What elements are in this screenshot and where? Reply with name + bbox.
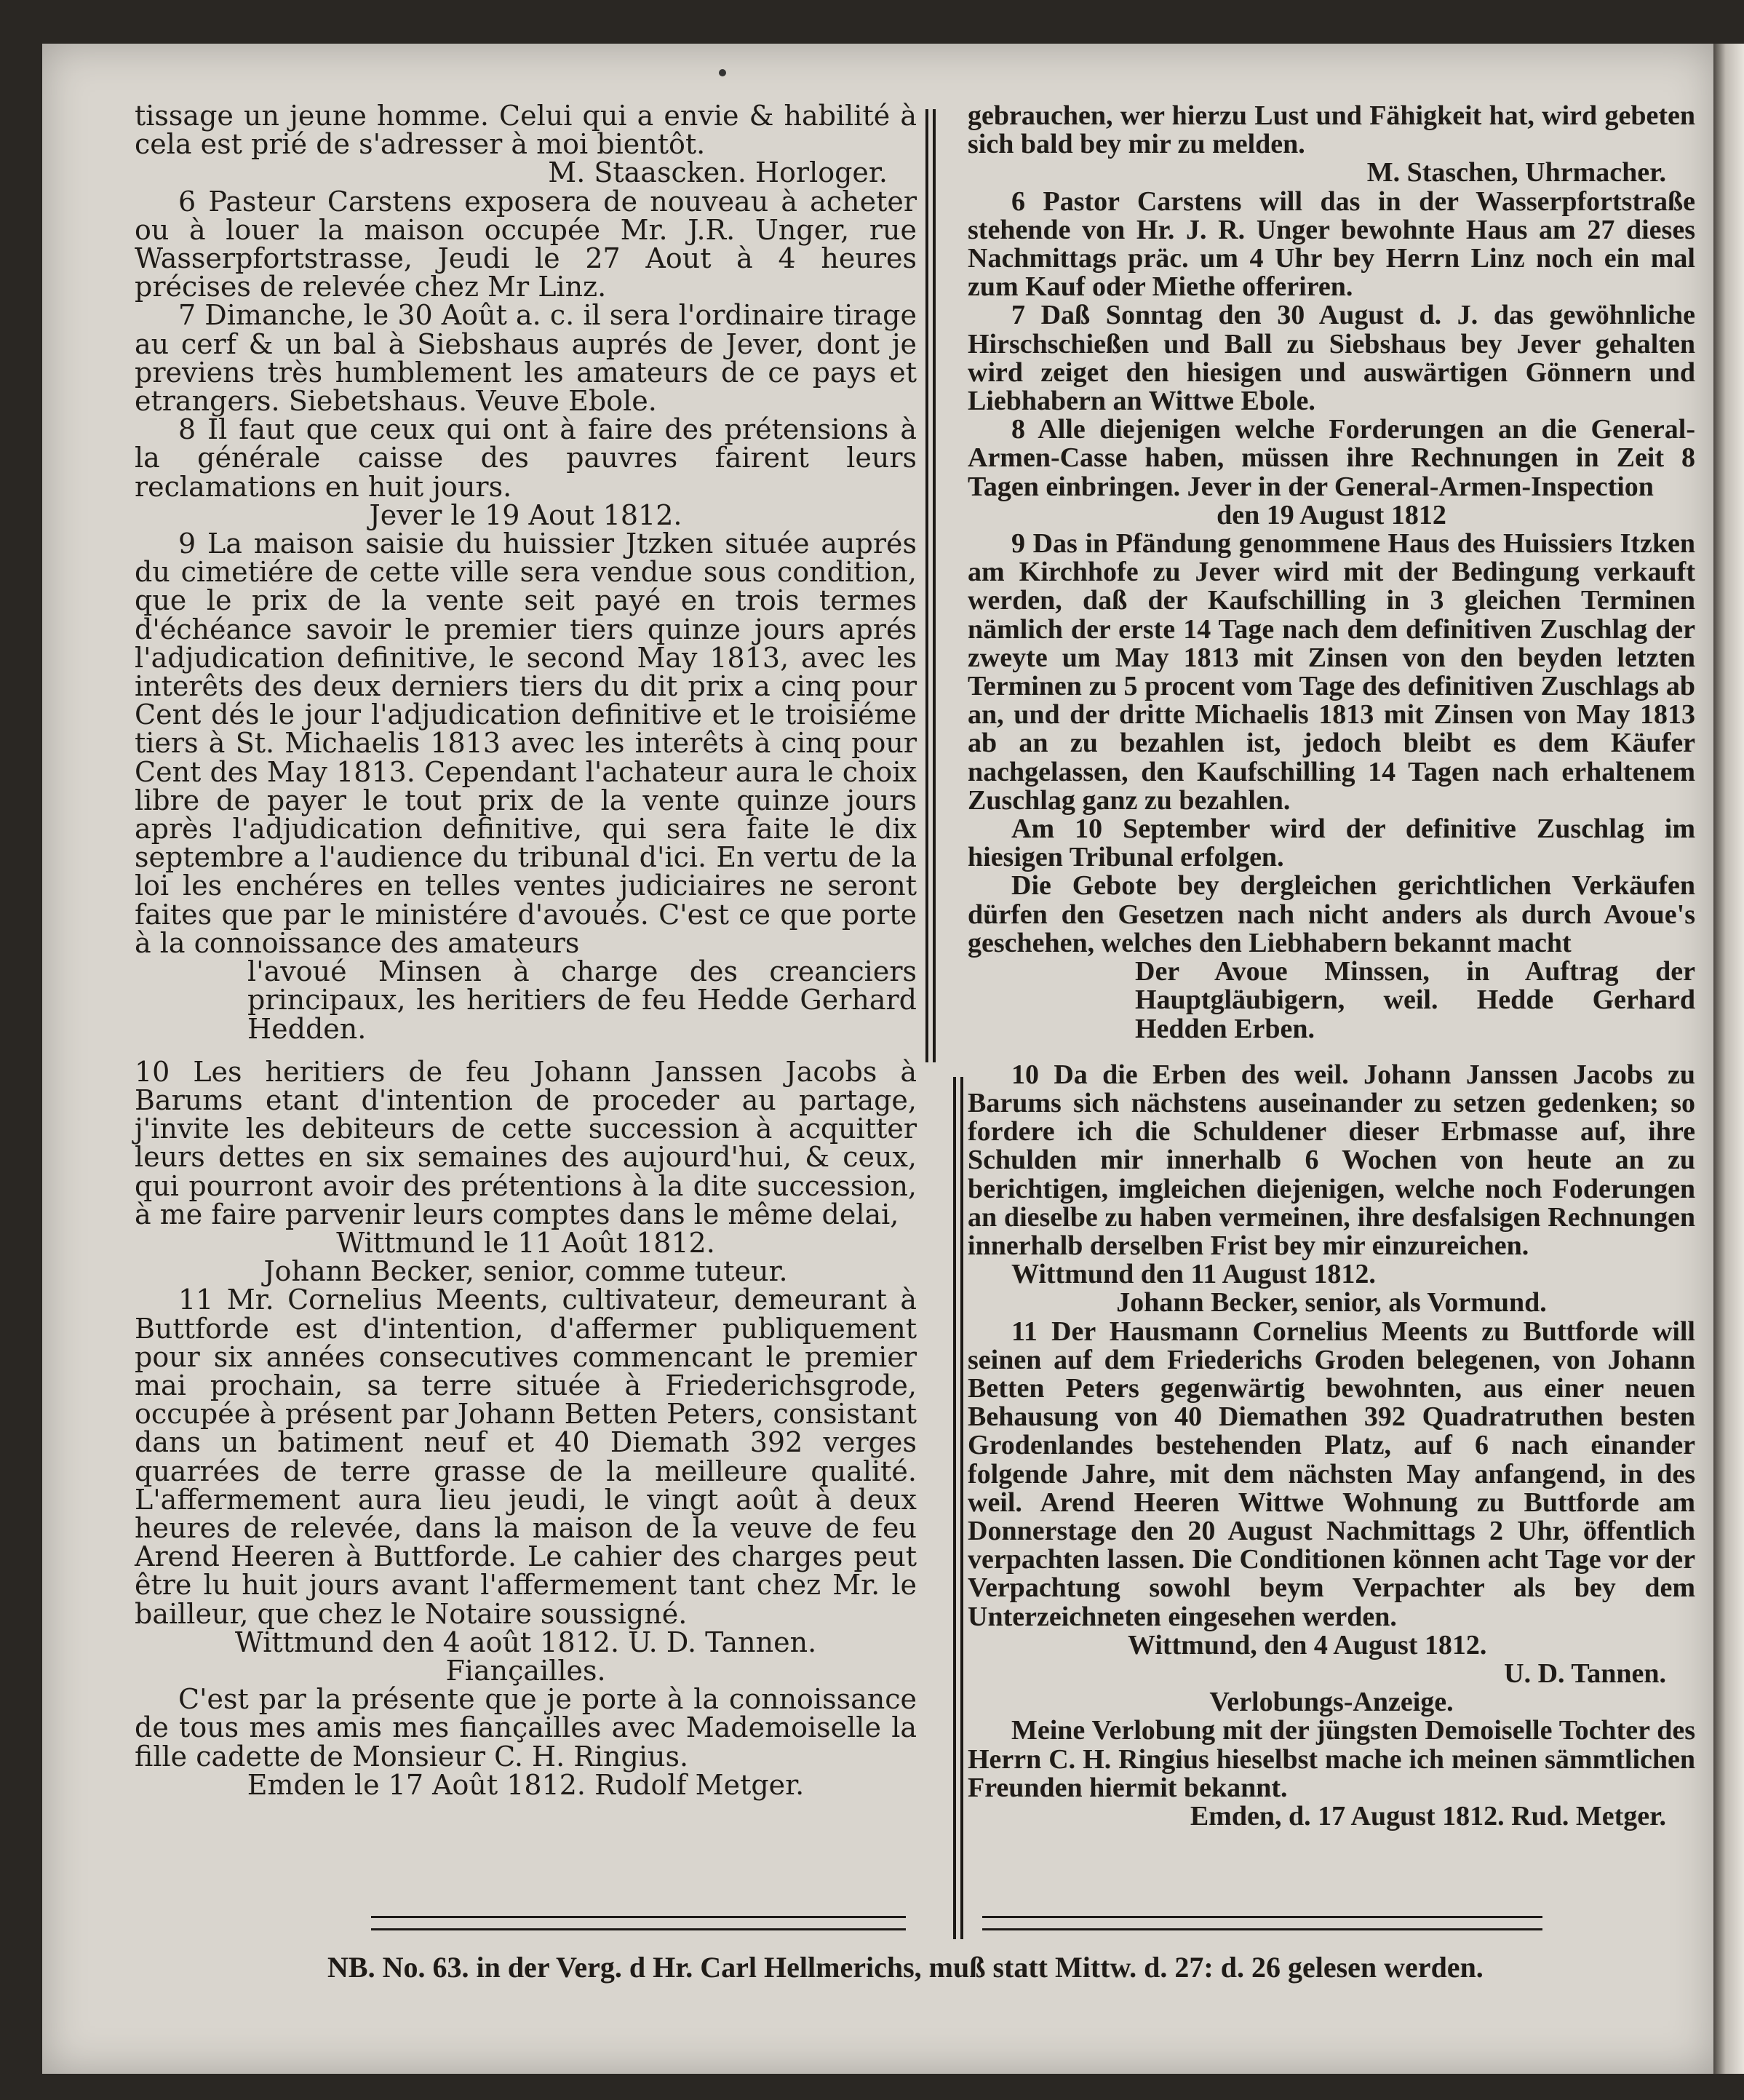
fr-notice-11: 11 Mr. Cornelius Meents, cultivateur, demeurant à Buttforde est d'intention, d'affermer publiquement pour six années consecutives commencant le premier mai prochain, sa terre située à Friederichsgrode, occupée à présent par Johann Betten Peters, consistant dans un batiment neuf et 40 Diemath 392 verges quarrées de terre grasse de la meilleure qualité. L'affermement aura lieu jeudi, le vingt août à deux heures de relevée, dans la maison de la veuve de feu Arend Heeren à Buttforde. Le cahier des charges peut être lu huit jours avant l'affermement tant chez Mr. le bailleur, que chez le Notaire soussigné. xyxy=(135,1284,917,1630)
fr-notice-12: C'est par la présente que je porte à la connoissance de tous mes amis mes fiançailles avec Mademoiselle la fille cadette de Monsieur C. H. Ringius. xyxy=(135,1683,917,1773)
page-edge xyxy=(1713,44,1744,2074)
fr-notice-12-title: Fiançailles. xyxy=(445,1654,606,1687)
de-notice-10-signature: Johann Becker, senior, als Vormund. xyxy=(1116,1287,1547,1319)
de-notice-8: 8 Alle diejenigen welche Forderungen an die General-Armen-Casse haben, müssen ihre Rechnungen in Zeit 8 Tagen einbringen. Jever in der General-Armen-Inspection xyxy=(968,414,1695,502)
fr-notice-watchmaker: tissage un jeune homme. Celui qui a envie & habilité à cela est prié de s'adresser à moi bientôt. xyxy=(135,100,917,161)
fr-notice-12-signature: Emden le 17 Août 1812. Rudolf Metger. xyxy=(247,1768,805,1801)
de-notice-watchmaker-signature: M. Staschen, Uhrmacher. xyxy=(1366,157,1666,188)
de-notice-10-date: Wittmund den 11 August 1812. xyxy=(1011,1259,1376,1290)
de-notice-8-date: den 19 August 1812 xyxy=(1217,499,1446,530)
de-notice-6: 6 Pastor Carstens will das in der Wasserpfortstraße stehende von Hr. J. R. Unger bewohnte Haus am 27 dieses Nachmittags präc. um 4 Uhr bey Herrn Linz noch ein mal zum Kauf oder Miethe offeriren. xyxy=(968,186,1695,303)
fr-notice-watchmaker-signature: M. Staascken. Horloger. xyxy=(548,156,888,189)
de-notice-9-signature: Der Avoue Minssen, in Auftrag der Hauptgläubigern, weil. Hedde Gerhard Hedden Erben. xyxy=(1135,956,1695,1044)
german-column xyxy=(968,102,1695,1831)
de-notice-12-title: Verlobungs-Anzeige. xyxy=(1209,1687,1454,1718)
footer-rule-left xyxy=(371,1916,906,1930)
de-notice-9: 9 Das in Pfändung genommene Haus des Huissiers Itzken am Kirchhofe zu Jever wird mit der Bedingung verkauft werden, daß der Kaufschilling in 3 gleichen Terminen nämlich der erste 14 Tage nach dem definitiven Zuschlag der zweyte um May 1813 mit Zinsen von den beyden letzten Terminen zu 5 procent vom Tage des definitiven Zuschlags ab an, und der dritte Michaelis 1813 mit Zinsen von May 1813 ab an zu bezahlen ist, jedoch bleibt es dem Käufer nachgelassen, den Kaufschilling 14 Tagen nach erhaltenem Zuschlag ganz zu bezahlen. xyxy=(968,528,1695,816)
column-divider-bottom-left xyxy=(953,1077,956,1939)
de-notice-11-date: Wittmund, den 4 August 1812. xyxy=(1128,1629,1487,1660)
column-divider-top-left xyxy=(925,109,928,1062)
fr-notice-7: 7 Dimanche, le 30 Août a. c. il sera l'ordinaire tirage au cerf & un bal à Siebshaus auprés de Jever, dont je previens très humblement les amateurs de ce pays et etrangers. Siebetshaus. Veuve Ebole. xyxy=(135,299,917,418)
footer-rule-right xyxy=(982,1916,1542,1930)
de-notice-9-bids: Die Gebote bey dergleichen gerichtlichen Verkäufen dürfen den Gesetzen nach nicht anders als durch Avoue's geschehen, welches den Liebhabern bekannt macht xyxy=(968,870,1695,958)
french-column xyxy=(135,102,917,1799)
column-divider-bottom-right xyxy=(960,1077,963,1939)
fr-notice-9-signature: l'avoué Minsen à charge des creanciers principaux, les heritiers de feu Hedde Gerhard Hedden. xyxy=(247,955,917,1045)
de-notice-12: Meine Verlobung mit der jüngsten Demoiselle Tochter des Herrn C. H. Ringius hieselbst mache ich meinen sämmtlichen Freunden hiermit bekannt. xyxy=(968,1715,1695,1803)
fr-notice-11-signature: Wittmund den 4 août 1812. U. D. Tannen. xyxy=(234,1626,817,1658)
ink-dot xyxy=(719,69,726,76)
fr-notice-9: 9 La maison saisie du huissier Jtzken située auprés du cimetiére de cette ville sera vendue sous condition, que le prix de la vente seit payé en trois termes d'échéance savoir le premier tiers quinze jours aprés l'adjudication definitive, le second May 1813, avec les interêts des deux derniers tiers du dit prix a cinq pour Cent dés le jour l'adjudication definitive et le troisiéme tiers à St. Michaelis 1813 avec les interêts à cinq pour Cent des May 1813. Cependant l'achateur aura le choix libre de payer le tout prix de la vente quinze jours après l'adjudication definitive, qui sera faite le dix septembre a l'audience du tribunal d'ici. En vertu de la loi les enchéres en telles ventes judiciaires ne seront faites que par le ministére d'avoués. C'est ce que porte à la connoissance des amateurs xyxy=(135,528,917,959)
de-notice-10: 10 Da die Erben des weil. Johann Janssen Jacobs zu Barums sich nächstens auseinander zu setzen gedenken; so fordere ich die Schuldener dieser Erbmasse auf, ihre Schulden mir innerhalb 6 Wochen von heute an zu berichtigen, imgleichen diejenigen, welche noch Foderungen an dieselbe zu haben vermeinen, ihre desfalsigen Rechnungen innerhalb derselben Frist bey mir einzureichen. xyxy=(968,1059,1695,1261)
de-notice-7: 7 Daß Sonntag den 30 August d. J. das gewöhnliche Hirschschießen und Ball zu Siebshaus bey Jever gehalten wird zeiget den hiesigen und auswärtigen Gönnern und Liebhabern an Wittwe Ebole. xyxy=(968,300,1695,417)
column-divider-top-right xyxy=(933,109,936,1062)
fr-notice-6: 6 Pasteur Carstens exposera de nouveau à acheter ou à louer la maison occupée Mr. J.R. Unger, rue Wasserpfortstrasse, Jeudi le 27 Aout à 4 heures précises de relevée chez Mr Linz. xyxy=(135,185,917,303)
fr-notice-10-signature: Johann Becker, senior, comme tuteur. xyxy=(263,1255,788,1288)
fr-notice-10: 10 Les heritiers de feu Johann Janssen Jacobs à Barums etant d'intention de proceder au partage, j'invite les debiteurs de cette succession à acquitter leurs dettes en six semaines des aujourd'hui, & ceux, qui pourront avoir des prétentions à la dite succession, à me faire parvenir leurs comptes dans le même delai, xyxy=(135,1055,917,1230)
de-notice-9-hearing: Am 10 September wird der definitive Zuschlag im hiesigen Tribunal erfolgen. xyxy=(968,814,1695,873)
fr-notice-8: 8 Il faut que ceux qui ont à faire des prétensions à la générale caisse des pauvres fairent leurs reclamations en huit jours. xyxy=(135,413,917,503)
fr-notice-10-date: Wittmund le 11 Août 1812. xyxy=(336,1226,715,1259)
de-notice-11-signature: U. D. Tannen. xyxy=(1504,1658,1666,1689)
fr-notice-8-date: Jever le 19 Aout 1812. xyxy=(369,498,682,531)
de-notice-11: 11 Der Hausmann Cornelius Meents zu Buttforde will seinen auf dem Friederichs Groden belegenen, von Johann Betten Peters gegenwärtig bewohnten, aus einer neuen Behausung von 40 Diemathen 392 Quadratruthen besten Grodenlandes bestehenden Platz, auf 6 nach einander folgende Jahre, mit dem nächsten May anfangend, in des weil. Arend Heeren Wittwe Wohnung zu Buttforde am Donnerstage den 20 August Nachmittags 2 Uhr, öffentlich verpachten lassen. Die Conditionen können acht Tage vor der Verpachtung sowohl beym Verpachter als bey dem Unterzeichneten eingesehen werden. xyxy=(968,1316,1695,1632)
de-notice-watchmaker: gebrauchen, wer hierzu Lust und Fähigkeit hat, wird gebeten sich bald bey mir zu melden. xyxy=(968,100,1695,160)
nota-bene-correction: NB. No. 63. in der Verg. d Hr. Carl Hellmerichs, muß statt Mittw. d. 27: d. 26 gelesen werden. xyxy=(327,1951,1484,1984)
de-notice-12-signature: Emden, d. 17 August 1812. Rud. Metger. xyxy=(1190,1800,1666,1831)
